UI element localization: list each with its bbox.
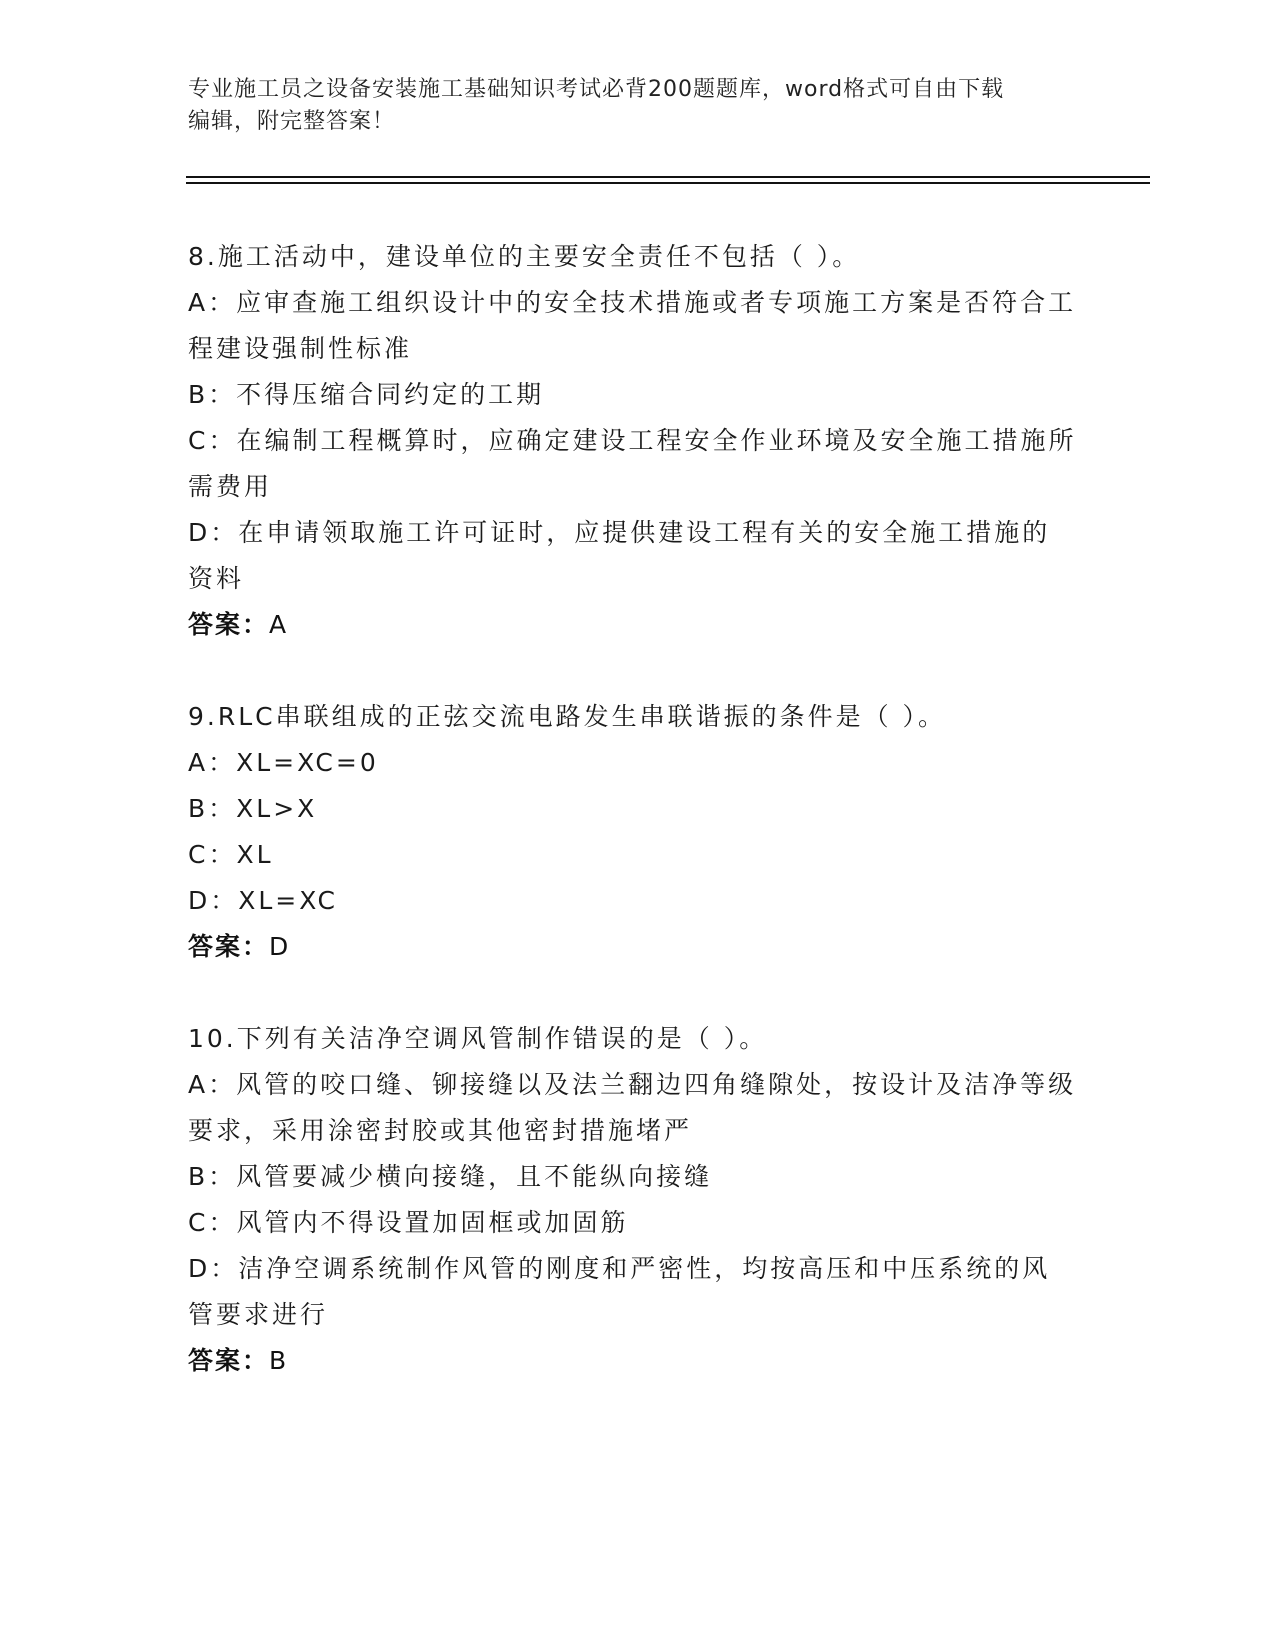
answer-value: B <box>269 1346 289 1375</box>
question-10 <box>188 1016 1078 1384</box>
answer-line <box>188 924 1078 970</box>
answer-label: 答案： <box>188 610 270 639</box>
option-d: D：XL=XC <box>188 886 339 915</box>
option-a: A：风管的咬口缝、铆接缝以及法兰翻边四角缝隙处，按设计及洁净等级要求，采用涂密封胶或其他密封措施堵严 <box>188 1070 1077 1145</box>
option-c: C：在编制工程概算时，应确定建设工程安全作业环境及安全施工措施所需费用 <box>188 426 1077 501</box>
question-stem: 9.RLC串联组成的正弦交流电路发生串联谐振的条件是（ ）。 <box>188 702 947 731</box>
answer-line <box>188 1338 1078 1384</box>
question-stem: 10.下列有关洁净空调风管制作错误的是（ ）。 <box>188 1024 768 1053</box>
question-list <box>188 234 1078 1430</box>
header-divider-bottom <box>186 182 1150 184</box>
answer-value: D <box>269 932 291 961</box>
answer-label: 答案： <box>188 1346 270 1375</box>
question-8 <box>188 234 1078 648</box>
question-stem: 8.施工活动中，建设单位的主要安全责任不包括（ ）。 <box>188 242 861 271</box>
answer-value: A <box>269 610 289 639</box>
option-c: C：风管内不得设置加固框或加固筋 <box>188 1208 629 1237</box>
header-title-line-1: 专业施工员之设备安装施工基础知识考试必背200题题库，word格式可自由下载 <box>188 77 1005 102</box>
option-b: B：XL>X <box>188 794 318 823</box>
header-divider-top <box>186 176 1150 178</box>
answer-label: 答案： <box>188 932 270 961</box>
option-d: D：在申请领取施工许可证时，应提供建设工程有关的安全施工措施的资料 <box>188 518 1051 593</box>
header-title-line-2: 编辑，附完整答案！ <box>188 109 396 134</box>
option-b: B：不得压缩合同约定的工期 <box>188 380 545 409</box>
answer-line <box>188 602 1078 648</box>
option-a: A：应审查施工组织设计中的安全技术措施或者专项施工方案是否符合工程建设强制性标准 <box>188 288 1077 363</box>
option-d: D：洁净空调系统制作风管的刚度和严密性，均按高压和中压系统的风管要求进行 <box>188 1254 1051 1329</box>
document-header <box>188 74 1088 138</box>
option-c: C：XL <box>188 840 274 869</box>
option-a: A：XL=XC=0 <box>188 748 379 777</box>
question-9 <box>188 694 1078 970</box>
option-b: B：风管要减少横向接缝，且不能纵向接缝 <box>188 1162 713 1191</box>
